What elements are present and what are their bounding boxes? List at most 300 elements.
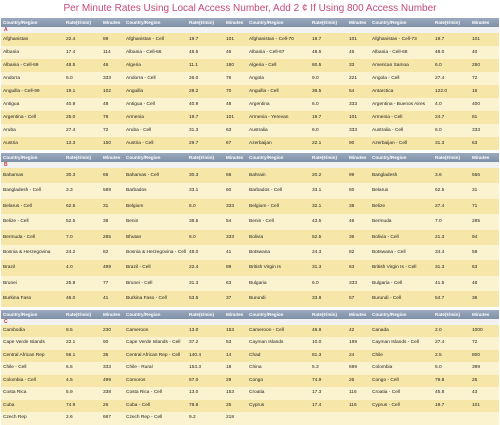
minutes-cell: 153 <box>226 390 235 396</box>
rate-cell: 17.4 <box>312 402 322 408</box>
minutes-cell: 90 <box>103 340 109 346</box>
minutes-cell: 66 <box>103 173 109 178</box>
country-cell: Colombia - Cell <box>3 377 36 383</box>
country-cell: Barbados <box>126 188 147 194</box>
minutes-cell: 40 <box>472 50 478 55</box>
country-cell: Central African Rep - Cell <box>126 352 181 358</box>
rate-cell: 31.3 <box>435 265 445 271</box>
country-cell: Bosnia & Herzegovina <box>3 249 51 255</box>
rate-cell: 48.5 <box>189 50 199 55</box>
rate-cell: 9.2 <box>189 415 196 421</box>
rate-cell: 74.9 <box>66 402 76 408</box>
minutes-cell: 29 <box>226 377 232 383</box>
minutes-cell: 101 <box>226 37 235 42</box>
minutes-cell: 36 <box>472 296 478 302</box>
country-cell: Bosnia & Herzegovina - Cell <box>126 249 186 255</box>
rate-cell: 13.0 <box>189 390 199 396</box>
country-cell: Bahamas - Cell <box>126 173 159 178</box>
rate-cell: 5.0 <box>435 365 442 371</box>
column-header: Minutes <box>226 311 244 317</box>
table-row <box>1 387 499 400</box>
rate-cell: 37.2 <box>189 340 199 346</box>
country-cell: Andorra - Cell <box>126 76 156 81</box>
column-header: Rate(¢/min) <box>189 20 215 25</box>
rate-cell: 74.9 <box>312 377 322 383</box>
country-cell: Cameroon - Cell <box>249 327 284 333</box>
minutes-cell: 63 <box>472 265 478 271</box>
minutes-cell: 101 <box>472 37 481 42</box>
minutes-cell: 18 <box>226 365 232 371</box>
rate-cell: 153.3 <box>189 365 202 371</box>
rate-cell: 34.4 <box>435 249 445 255</box>
country-cell: Brunei <box>3 280 17 286</box>
country-cell: Angola - Cell <box>372 76 400 81</box>
minutes-cell: 199 <box>349 340 358 346</box>
rate-cell: 52.5 <box>312 234 322 240</box>
rate-cell: 6.0 <box>312 280 319 286</box>
column-header: Minutes <box>472 311 490 317</box>
rate-cell: 38.5 <box>189 219 199 225</box>
minutes-cell: 48 <box>226 102 232 107</box>
minutes-cell: 16 <box>472 89 478 94</box>
column-header: Minutes <box>472 155 490 160</box>
minutes-cell: 589 <box>103 188 112 194</box>
country-cell: Chad <box>249 352 261 358</box>
table-row <box>1 276 499 291</box>
minutes-cell: 333 <box>472 128 481 133</box>
rate-cell: 22.1 <box>66 340 76 346</box>
country-cell: American Samoa <box>372 63 409 68</box>
table-row <box>1 124 499 137</box>
rate-cell: 19.1 <box>66 89 76 94</box>
country-cell: Cape Verde Islands <box>3 340 45 346</box>
country-cell: Colombia <box>372 365 393 371</box>
table-row <box>1 350 499 363</box>
country-cell <box>370 412 433 425</box>
country-cell: Antarctica <box>372 89 394 94</box>
rate-cell: 27.4 <box>435 340 445 346</box>
country-cell: Azerbaijan - Cell <box>372 141 408 146</box>
country-cell: Botswana - Cell <box>372 249 406 255</box>
country-cell: Central African Rep <box>3 352 45 358</box>
rate-cell: 25.9 <box>66 280 76 286</box>
column-header: Rate(¢/min) <box>312 155 338 160</box>
country-cell: Aruba <box>3 128 16 133</box>
minutes-cell: 46 <box>349 50 355 55</box>
rate-cell: 62.5 <box>435 188 445 194</box>
minutes-cell: 72 <box>472 76 478 81</box>
column-header: Rate(¢/min) <box>66 155 92 160</box>
minutes-cell: 114 <box>103 50 111 55</box>
minutes-cell: 89 <box>103 37 109 42</box>
minutes-cell: 338 <box>103 390 112 396</box>
minutes-cell <box>470 412 493 425</box>
rate-cell <box>310 412 347 425</box>
country-cell: Armenia - Yerevan <box>249 115 289 120</box>
rate-cell: 36.5 <box>312 89 322 94</box>
table-row <box>1 183 499 198</box>
minutes-cell: 333 <box>349 280 358 286</box>
country-cell: Comoros <box>126 377 146 383</box>
table-row <box>1 291 499 306</box>
country-cell: Benin <box>126 219 139 225</box>
rate-cell: 79.8 <box>435 377 445 383</box>
rate-cell: 31.3 <box>189 128 199 133</box>
country-cell: Bolivia <box>249 234 264 240</box>
country-cell: Belarus <box>372 188 389 194</box>
column-header: Rate(¢/min) <box>66 311 92 317</box>
table-row <box>1 337 499 350</box>
rate-cell: 27.4 <box>435 203 445 209</box>
country-cell: Congo - Cell <box>372 377 399 383</box>
minutes-cell: 800 <box>472 352 481 358</box>
country-cell: Botswana <box>249 249 271 255</box>
table-row <box>1 214 499 229</box>
country-cell: Congo <box>249 377 264 383</box>
rate-cell: 48.5 <box>312 50 322 55</box>
rate-cell: 45.8 <box>435 390 445 396</box>
minutes-cell: 58 <box>472 249 478 255</box>
country-cell: Austria - Cell <box>126 141 154 146</box>
rate-cell: 53.5 <box>189 296 199 302</box>
country-cell: China <box>249 365 262 371</box>
country-cell: Cayman Islands <box>249 340 284 346</box>
minutes-cell: 14 <box>226 352 232 358</box>
minutes-cell: 285 <box>103 234 112 240</box>
rate-cell: 19.7 <box>312 37 322 42</box>
minutes-cell: 48 <box>472 280 478 286</box>
minutes-cell: 60 <box>349 188 355 194</box>
country-cell: Algeria <box>126 63 141 68</box>
column-header: Country/Region <box>372 155 407 160</box>
column-header: Minutes <box>472 20 490 25</box>
minutes-cell: 67 <box>226 141 232 146</box>
column-header-row <box>1 18 499 27</box>
column-header: Country/Region <box>126 155 161 160</box>
rate-cell: 81.3 <box>312 352 322 358</box>
column-header: Rate(¢/min) <box>435 20 461 25</box>
section-b <box>1 153 499 307</box>
country-cell: Albania <box>3 50 20 55</box>
minutes-cell: 77 <box>103 280 109 286</box>
rate-cell: 5.3 <box>312 365 319 371</box>
minutes-cell: 63 <box>472 141 478 146</box>
minutes-cell: 33 <box>349 63 355 68</box>
minutes-cell: 150 <box>103 141 112 146</box>
country-cell: Bhutan <box>126 234 142 240</box>
rate-cell: 78.8 <box>189 402 199 408</box>
country-cell: Burundi - Cell <box>372 296 402 302</box>
country-cell: Albania - Cell-69 <box>3 63 39 68</box>
rate-cell: 31.3 <box>312 265 322 271</box>
section-a <box>1 18 499 150</box>
table-row <box>1 375 499 388</box>
country-cell: Argentina - Buenos Aires <box>372 102 426 107</box>
rate-cell: 6.0 <box>189 234 196 240</box>
column-header: Country/Region <box>249 311 284 317</box>
country-cell: Belarus - Cell <box>3 203 32 209</box>
column-header: Minutes <box>226 20 244 25</box>
minutes-cell: 667 <box>103 415 112 421</box>
minutes-cell: 81 <box>472 115 478 120</box>
column-header: Country/Region <box>249 20 284 25</box>
minutes-cell: 333 <box>103 365 112 371</box>
country-cell: Brazil - Cell <box>126 265 151 271</box>
country-cell: Azerbaijan <box>249 141 272 146</box>
rate-cell: 19.7 <box>189 115 199 120</box>
rate-cell: 2.0 <box>435 327 442 333</box>
minutes-cell: 63 <box>226 128 232 133</box>
minutes-cell: 333 <box>226 234 235 240</box>
minutes-cell: 31 <box>472 188 478 194</box>
column-header: Minutes <box>349 20 367 25</box>
rate-cell: 19.7 <box>435 37 445 42</box>
minutes-cell: 26 <box>103 402 109 408</box>
rate-cell: 7.0 <box>66 234 73 240</box>
minutes-cell: 116 <box>349 390 357 396</box>
rate-cell: 29.7 <box>189 141 199 146</box>
minutes-cell: 54 <box>349 89 355 94</box>
country-cell: Barbados - Cell <box>249 188 283 194</box>
country-cell: Albania - Cell-66 <box>126 50 162 55</box>
rate-cell: 8.5 <box>66 327 73 333</box>
column-header: Rate(¢/min) <box>312 311 338 317</box>
rate-cell: 4.5 <box>66 377 73 383</box>
minutes-cell: 63 <box>226 280 232 286</box>
rate-cell: 10.0 <box>312 340 322 346</box>
table-row <box>1 325 499 338</box>
country-cell: Bangladesh - Cell <box>3 188 41 194</box>
country-cell: Afghanistan <box>3 37 29 42</box>
column-header: Country/Region <box>3 311 38 317</box>
minutes-cell: 46 <box>226 50 232 55</box>
table-row <box>1 199 499 214</box>
table-row <box>1 46 499 59</box>
rate-cell: 62.5 <box>66 203 76 209</box>
rate-cell: 54.7 <box>435 296 445 302</box>
minutes-cell: 36 <box>349 234 355 240</box>
minutes-cell: 57 <box>349 296 355 302</box>
rate-cell: 40.9 <box>189 102 199 107</box>
minutes-cell: 48 <box>103 102 109 107</box>
minutes-cell: 180 <box>226 63 235 68</box>
country-cell: Cuba - Cell <box>126 402 150 408</box>
country-cell: Australia <box>249 128 268 133</box>
table-row <box>1 230 499 245</box>
minutes-cell: 82 <box>103 249 109 255</box>
country-cell: Argentina <box>249 102 270 107</box>
country-cell: Armenia <box>126 115 144 120</box>
rate-cell: 33.1 <box>189 188 199 194</box>
minutes-cell: 221 <box>349 76 358 81</box>
minutes-cell: 41 <box>103 296 109 302</box>
rate-cell: 32.1 <box>312 203 322 209</box>
column-header: Rate(¢/min) <box>435 155 461 160</box>
minutes-cell: 400 <box>472 102 481 107</box>
country-cell: Belgium - Cell <box>249 203 279 209</box>
rate-cell: 2.5 <box>435 352 442 358</box>
rate-cell: 31.3 <box>435 141 445 146</box>
country-cell: Afghanistan - Cell-73 <box>372 37 417 42</box>
minutes-cell <box>347 412 370 425</box>
country-cell: Brunei - Cell <box>126 280 153 286</box>
minutes-cell: 699 <box>349 365 358 371</box>
minutes-cell: 218 <box>226 415 235 421</box>
minutes-cell: 78 <box>103 115 109 120</box>
country-cell: Bermuda - Cell <box>3 234 35 240</box>
section-letter: B <box>1 162 499 168</box>
country-cell: Benin - Cell <box>249 219 274 225</box>
rate-cell: 27.4 <box>66 128 76 133</box>
column-header-row <box>1 153 499 162</box>
rate-cell: 26.0 <box>189 76 199 81</box>
rate-cell: 30.3 <box>189 173 199 178</box>
minutes-cell: 116 <box>349 402 357 408</box>
rate-cell: 19.7 <box>312 115 322 120</box>
country-cell: Andorra <box>3 76 21 81</box>
rate-cell: 31.3 <box>189 280 199 286</box>
column-header: Country/Region <box>372 20 407 25</box>
section-c <box>1 310 499 425</box>
minutes-cell: 38 <box>349 203 355 209</box>
minutes-cell: 25 <box>226 402 232 408</box>
rate-cell: 46.0 <box>66 296 76 302</box>
column-header: Country/Region <box>249 155 284 160</box>
rate-cell: 3.6 <box>435 173 442 178</box>
country-cell: Chile - Rural <box>126 365 153 371</box>
minutes-cell: 89 <box>226 265 232 271</box>
country-cell: Belgium <box>126 203 144 209</box>
country-cell: Armenia - Cell <box>372 115 403 120</box>
country-cell: Belize <box>372 203 386 209</box>
rate-cell: 2.6 <box>66 415 73 421</box>
rate-cell: 21.3 <box>435 234 445 240</box>
table-row <box>1 98 499 111</box>
rate-cell: 6.0 <box>312 102 319 107</box>
country-cell: Cape Verde Islands - Cell <box>126 340 181 346</box>
column-header: Minutes <box>226 155 244 160</box>
column-header: Minutes <box>349 155 367 160</box>
country-cell: Croatia - Cell <box>372 390 400 396</box>
minutes-cell: 24 <box>349 352 355 358</box>
minutes-cell: 38 <box>103 219 109 225</box>
minutes-cell: 76 <box>226 76 232 81</box>
country-cell: Czech Rep <box>3 415 27 421</box>
rate-cell: 67.0 <box>189 377 199 383</box>
table-row <box>1 111 499 124</box>
minutes-cell: 153 <box>226 327 235 333</box>
minutes-cell: 46 <box>103 63 109 68</box>
country-cell: Cambodia <box>3 327 25 333</box>
rate-cell: 17.3 <box>312 390 322 396</box>
rate-cell: 17.4 <box>66 50 76 55</box>
country-cell: Bermuda <box>372 219 392 225</box>
minutes-cell: 72 <box>472 340 478 346</box>
minutes-cell: 333 <box>349 102 358 107</box>
minutes-cell: 41 <box>226 249 232 255</box>
country-cell: Costa Rica <box>3 390 27 396</box>
country-cell: Czech Rep - Cell <box>126 415 163 421</box>
country-cell: Afghanistan - Cell <box>126 37 164 42</box>
rate-cell: 48.0 <box>435 50 445 55</box>
rate-cell: 56.1 <box>66 352 76 358</box>
rate-cell: 33.1 <box>312 188 322 194</box>
rate-cell: 33.8 <box>312 296 322 302</box>
minutes-cell: 66 <box>226 173 232 178</box>
minutes-cell: 37 <box>226 296 232 302</box>
rate-cell: 19.7 <box>189 37 199 42</box>
rate-cell: 22.4 <box>189 265 199 271</box>
rate-cell: 48.0 <box>189 249 199 255</box>
country-cell: Cayman Islands - Cell <box>372 340 419 346</box>
rate-cell: 6.0 <box>312 128 319 133</box>
minutes-cell: 1000 <box>472 327 483 333</box>
column-header: Minutes <box>103 311 121 317</box>
country-cell: British Virgin Is - Cell <box>372 265 417 271</box>
rate-cell: 22.1 <box>312 141 322 146</box>
country-cell: Bahrain <box>249 173 266 178</box>
country-cell: Cameroon <box>126 327 149 333</box>
country-cell: Croatia <box>249 390 265 396</box>
rate-cell: 52.5 <box>66 219 76 225</box>
rate-cell: 7.0 <box>435 219 442 225</box>
minutes-cell: 72 <box>103 128 109 133</box>
rate-cell: 48.5 <box>66 63 76 68</box>
table-row <box>1 137 499 150</box>
table-row <box>1 33 499 46</box>
country-cell: Burkina Faso - Cell <box>126 296 167 302</box>
minutes-cell: 499 <box>103 377 112 383</box>
rate-cell: 6.0 <box>435 128 442 133</box>
country-cell: Albania - Cell-67 <box>249 50 285 55</box>
rate-cell: 24.7 <box>435 115 445 120</box>
minutes-cell: 42 <box>349 327 355 333</box>
country-cell: Burundi <box>249 296 266 302</box>
country-cell: Belize - Cell <box>3 219 29 225</box>
section-letter: A <box>1 27 499 33</box>
rate-cell: 6.0 <box>189 203 196 209</box>
rate-table <box>0 18 500 425</box>
table-row <box>1 85 499 98</box>
page-title: Per Minute Rates Using Local Access Number, Add 2 ¢ If Using 800 Access Number <box>63 3 437 14</box>
minutes-cell: 399 <box>472 365 481 371</box>
table-row <box>1 260 499 275</box>
country-cell: Afghanistan - Cell-70 <box>249 37 294 42</box>
table-row <box>1 72 499 85</box>
minutes-cell: 60 <box>226 188 232 194</box>
country-cell: Bulgaria - Cell <box>372 280 403 286</box>
rate-cell: 22.4 <box>66 37 76 42</box>
rate-cell: 27.4 <box>435 76 445 81</box>
minutes-cell: 46 <box>349 219 355 225</box>
minutes-cell: 35 <box>103 352 109 358</box>
column-header: Rate(¢/min) <box>435 311 461 317</box>
minutes-cell: 82 <box>349 249 355 255</box>
rate-cell: 4.0 <box>435 102 442 107</box>
minutes-cell: 333 <box>349 128 358 133</box>
rate-cell: 4.0 <box>66 265 73 271</box>
country-cell: Chile <box>372 352 383 358</box>
country-cell: Cyprus - Cell <box>372 402 400 408</box>
rate-cell: 13.0 <box>189 327 199 333</box>
country-cell: Burkina Faso <box>3 296 32 302</box>
country-cell: British Virgin Is <box>249 265 281 271</box>
minutes-cell: 556 <box>472 173 481 178</box>
minutes-cell: 250 <box>472 63 481 68</box>
minutes-cell: 71 <box>472 203 478 209</box>
column-header: Country/Region <box>126 20 161 25</box>
column-header: Minutes <box>103 155 121 160</box>
